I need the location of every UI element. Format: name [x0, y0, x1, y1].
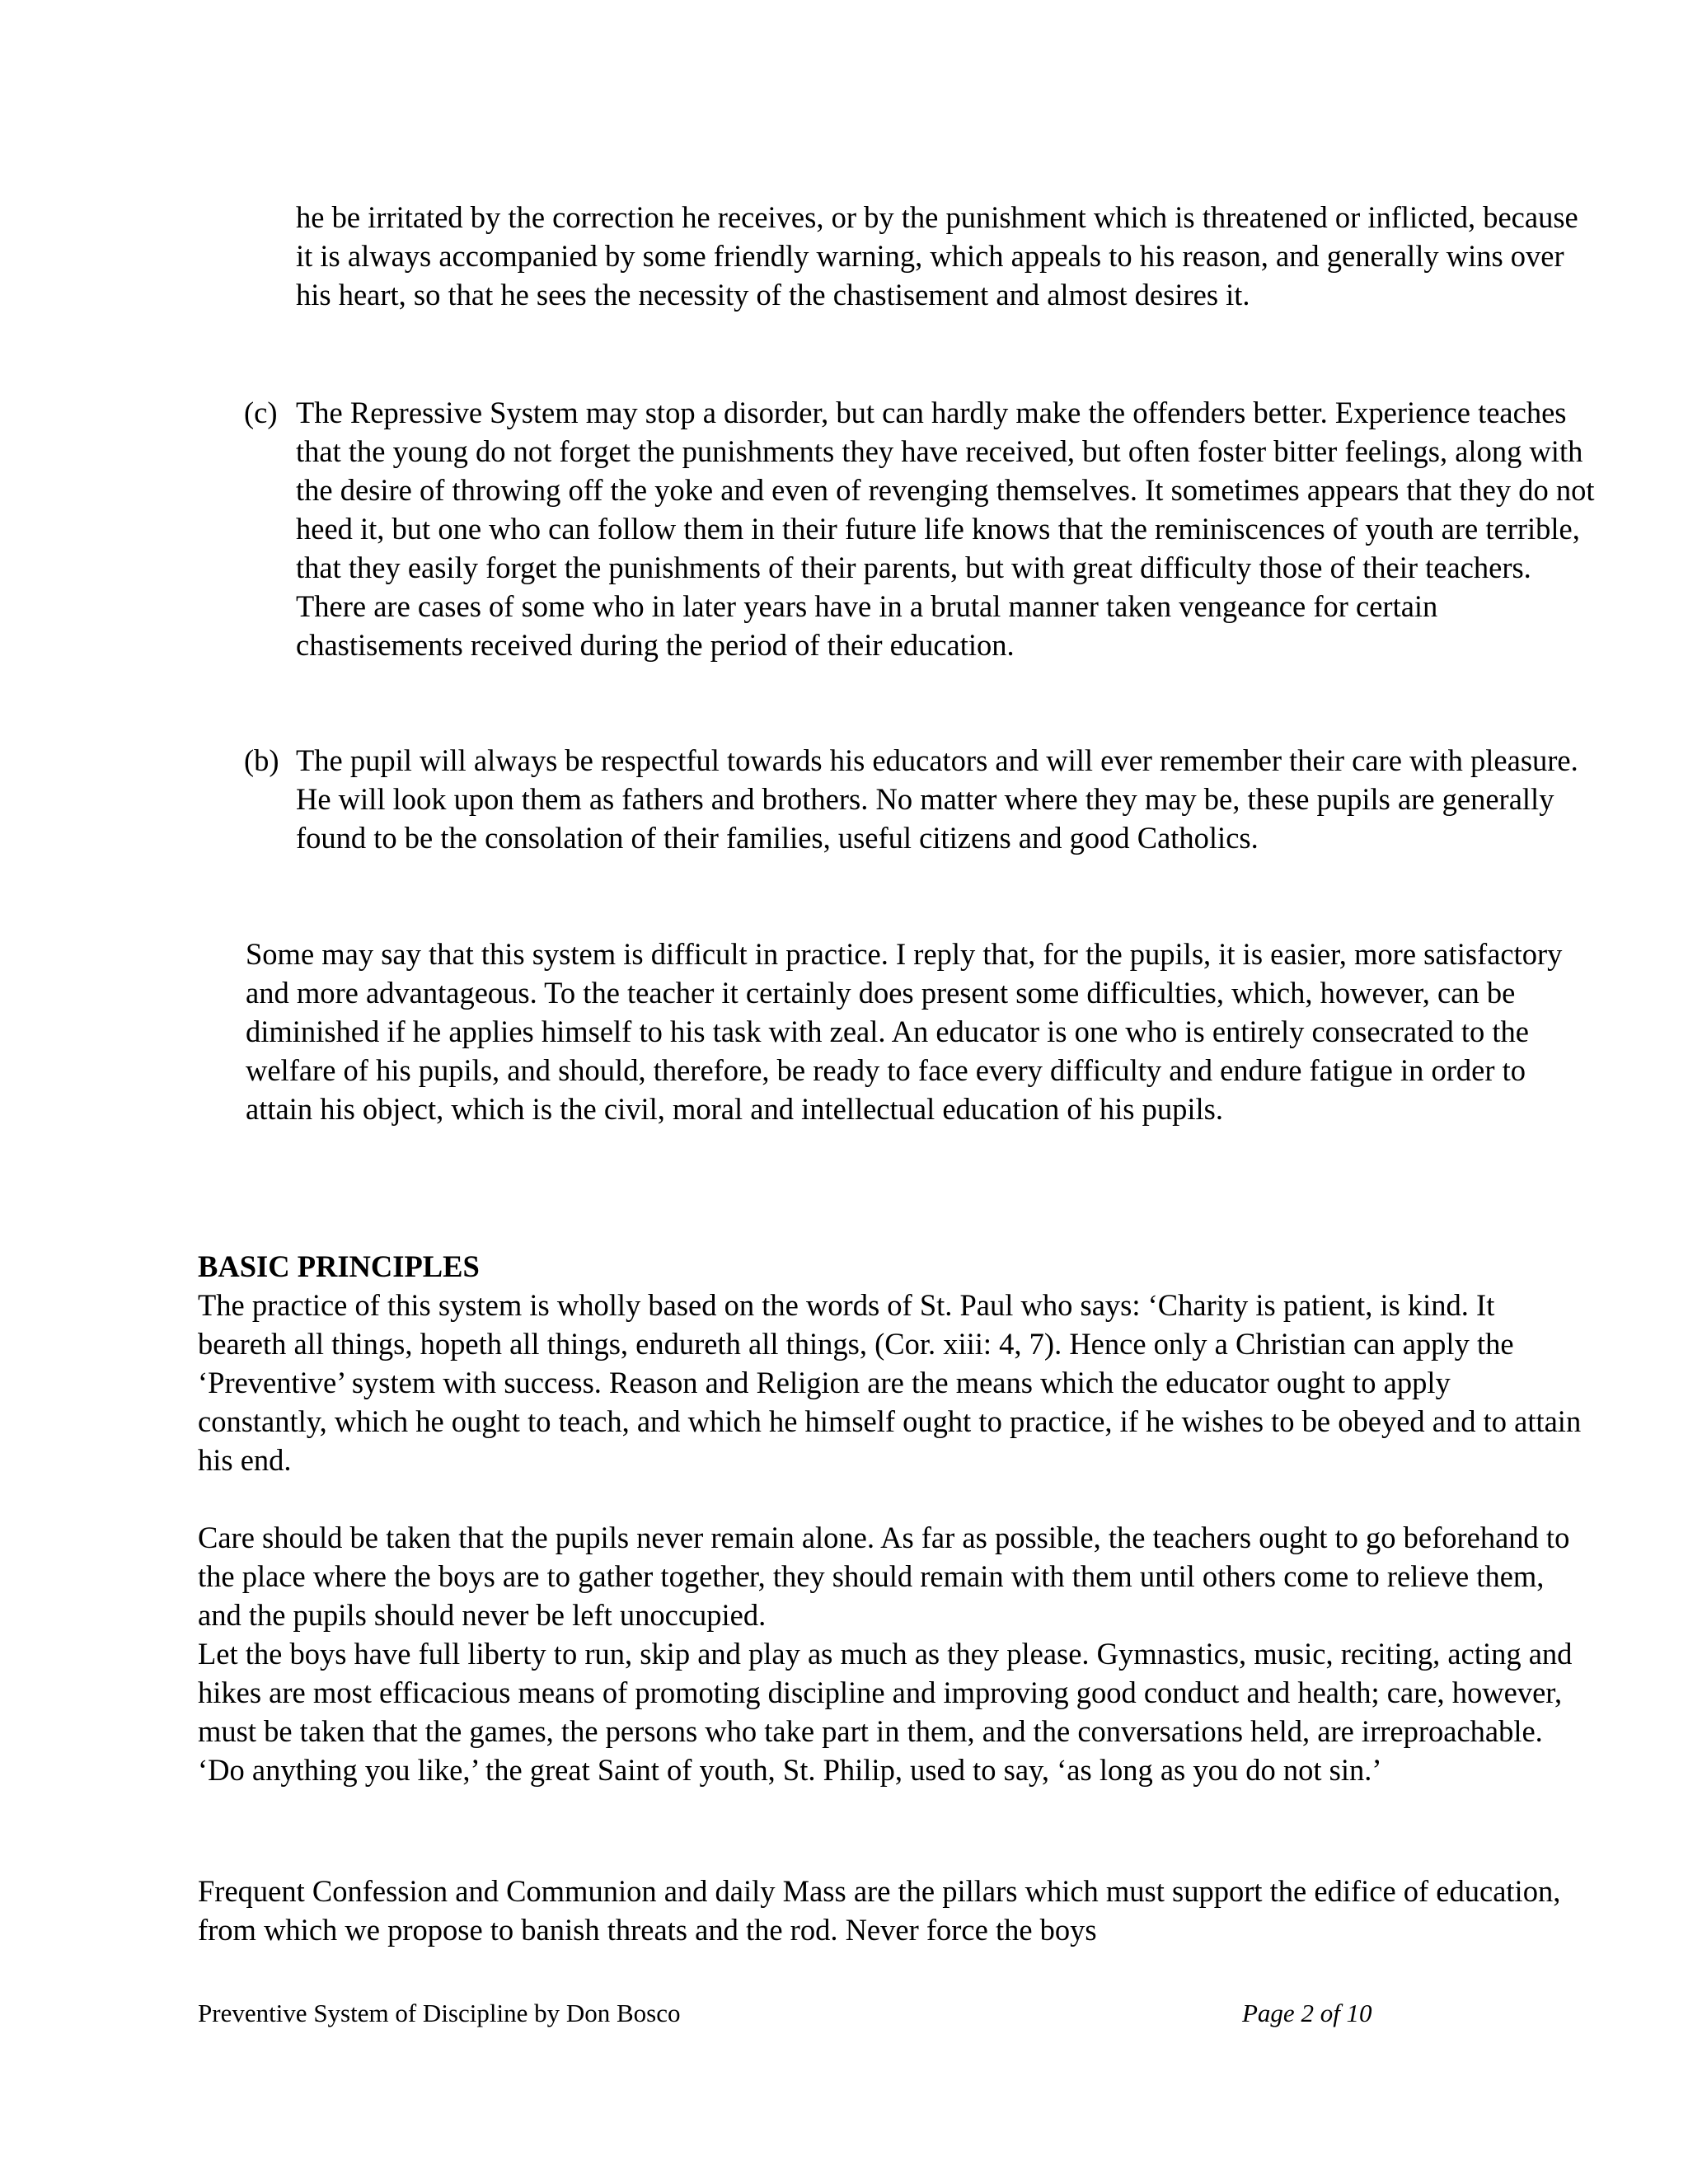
list-item-text: The Repressive System may stop a disorder, but can hardly make the offenders better. Experience teaches that the young do not forget the punishments they have received, but often foster bitter feelings, along with the desire of throwing off the yoke and even of revenging themselves. It sometimes appears that they do not heed it, but one who can follow them in their future life knows that the reminiscences of youth are terrible, that they easily forget the punishments of their parents, but with great difficulty those of their teachers. There are cases of some who in later years have in a brutal manner taken vengeance for certain chastisements received during the period of their education. [296, 396, 1595, 662]
section-paragraph: Let the boys have full liberty to run, skip and play as much as they please. Gymnastics, music, reciting, acting and hikes are most efficacious means of promoting discipline and improving good conduct and health; care, however, must be taken that the games, the persons who take part in them, and the conversations held, are irreproachable. ‘Do anything you like,’ the great Saint of youth, St. Philip, used to say, ‘as long as you do not sin.’ [198, 1637, 1573, 1787]
section-paragraph: Care should be taken that the pupils never remain alone. As far as possible, the teachers ought to go beforehand to the place where the boys are to gather together, they should remain with them until others come to relieve them, and the pupils should never be left unoccupied. [198, 1521, 1570, 1632]
continuation-paragraph: he be irritated by the correction he receives, or by the punishment which is threatened or inflicted, because it is always accompanied by some friendly warning, which appeals to his reason, and generally wins over his heart, so that he sees the necessity of the chastisement and almost desires it. [296, 200, 1578, 312]
list-item-text: The pupil will always be respectful towards his educators and will ever remember their care with pleasure. He will look upon them as fathers and brothers. No matter where they may be, these pupils are generally found to be the consolation of their families, useful citizens and good Catholics. [296, 743, 1578, 855]
page-number: Page 2 of 10 [1242, 1999, 1372, 2027]
list-marker: (c) [244, 396, 278, 429]
section-paragraph: Frequent Confession and Communion and daily Mass are the pillars which must support the edifice of education, from which we propose to banish threats and the rod. Never force the boys [198, 1874, 1561, 1947]
closing-paragraph: Some may say that this system is difficult in practice. I reply that, for the pupils, it is easier, more satisfactory and more advantageous. To the teacher it certainly does present some difficulties, which, however, can be diminished if he applies himself to his task with zeal. An educator is one who is entirely consecrated to the welfare of his pupils, and should, therefore, be ready to face every difficulty and endure fatigue in order to attain his object, which is the civil, moral and intellectual education of his pupils. [246, 937, 1563, 1126]
section-heading: BASIC PRINCIPLES [198, 1249, 480, 1283]
list-marker: (b) [244, 743, 279, 777]
section-paragraph: The practice of this system is wholly based on the words of St. Paul who says: ‘Charity is patient, is kind. It beareth all things, hopeth all things, endureth all things, (Cor. xiii: 4, 7). Hence only a Christian can apply the ‘Preventive’ system with success. Reason and Religion are the means which the educator ought to apply constantly, which he ought to teach, and which he himself ought to practice, if he wishes to be obeyed and to attain his end. [198, 1288, 1582, 1477]
footer-title: Preventive System of Discipline by Don Bosco [198, 1999, 681, 2027]
